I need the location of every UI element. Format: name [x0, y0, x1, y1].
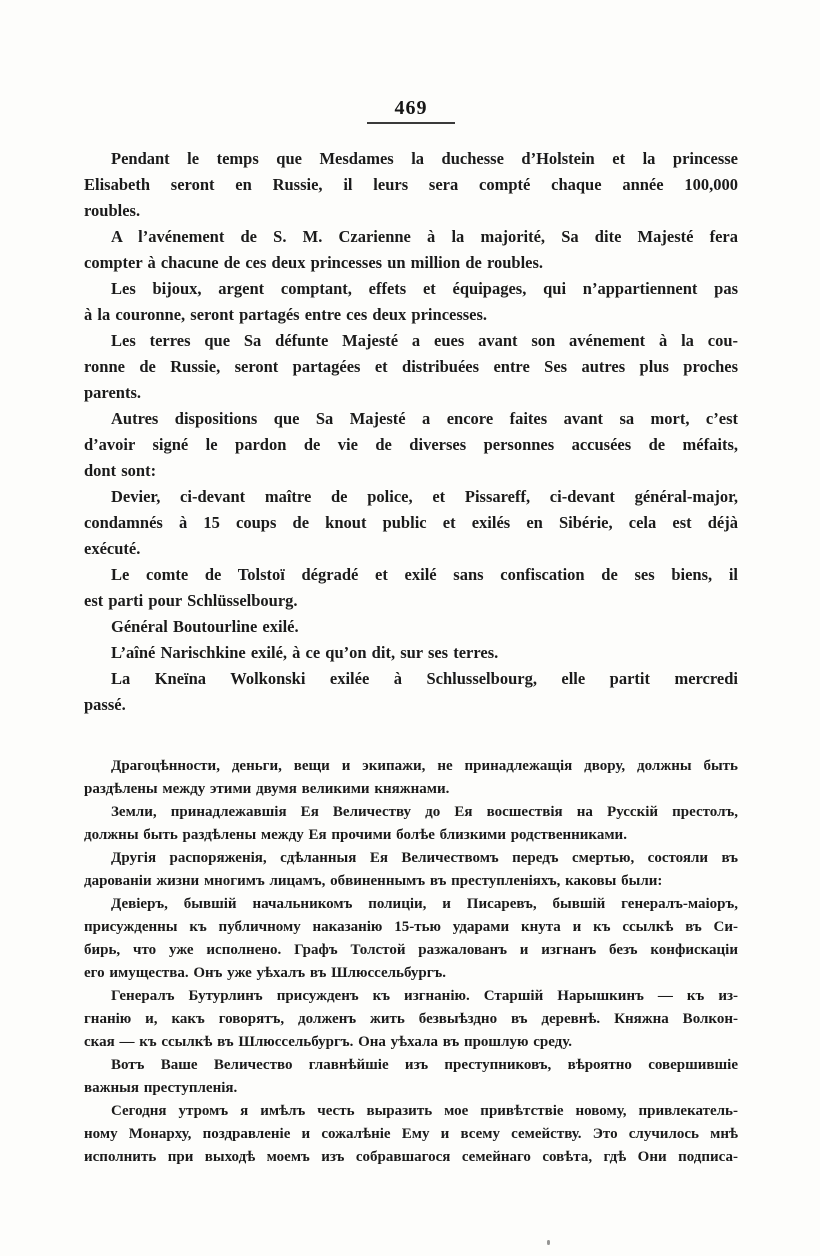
french-text-section — [84, 146, 738, 718]
text-line: присужденны къ публичному наказанію 15-тью ударами кнута и къ ссылкѣ въ Си- — [84, 919, 738, 935]
text-line: La Kneïna Wolkonski exilée à Schlusselbourg, elle partit mercredi — [111, 669, 738, 688]
text-line: est parti pour Schlüsselbourg. — [84, 591, 298, 610]
text-line: Les terres que Sa défunte Majesté a eues avant son avénement à la cou- — [111, 331, 738, 350]
page-number: 469 — [394, 97, 428, 119]
text-line: его имущества. Онъ уже уѣхалъ въ Шлюссельбургъ. — [84, 965, 447, 981]
text-line: exécuté. — [84, 539, 141, 558]
text-line: дарованіи жизни многимъ лицамъ, обвиненнымъ въ преступленіяхъ, каковы были: — [84, 873, 663, 889]
text-line: ronne de Russie, seront partagées et distribuées entre Ses autres plus proches — [84, 357, 738, 376]
text-line: d’avoir signé le pardon de vie de diverses personnes accusées de méfaits, — [84, 435, 738, 454]
text-line: Les bijoux, argent comptant, effets et équipages, qui n’appartiennent pas — [111, 279, 738, 298]
text-line: Général Boutourline exilé. — [111, 617, 299, 636]
text-line: Devier, ci-devant maître de police, et Pissareff, ci-devant général-major, — [111, 487, 738, 506]
text-line: важныя преступленія. — [84, 1080, 238, 1096]
text-line: L’aîné Narischkine exilé, à ce qu’on dit, sur ses terres. — [111, 643, 499, 662]
page-header — [84, 0, 738, 124]
text-line: parents. — [84, 383, 141, 402]
text-line: condamnés à 15 coups de knout public et exilés en Sibérie, cela est déjà — [84, 513, 738, 532]
text-line: à la couronne, seront partagés entre ces deux princesses. — [84, 305, 488, 324]
text-line: Вотъ Ваше Величество главнѣйшіе изъ преступниковъ, вѣроятно совершившіе — [111, 1057, 738, 1073]
text-line: Pendant le temps que Mesdames la duchesse d’Holstein et la princesse — [111, 149, 738, 168]
text-line: Земли, принадлежавшія Ея Величеству до Ея восшествія на Русскій престолъ, — [111, 804, 738, 820]
text-line: Девіеръ, бывшій начальникомъ полиціи, и Писаревъ, бывшій генералъ-маіоръ, — [111, 896, 738, 912]
text-line: ская — къ ссылкѣ въ Шлюссельбургъ. Она уѣхала въ прошлую среду. — [84, 1034, 573, 1050]
text-line: dont sont: — [84, 461, 157, 480]
text-line: A l’avénement de S. M. Czarienne à la majorité, Sa dite Majesté fera — [111, 227, 738, 246]
russian-text-section — [84, 755, 738, 1169]
text-line: Le comte de Tolstoï dégradé et exilé sans confiscation de ses biens, il — [111, 565, 738, 584]
text-block — [84, 0, 738, 1169]
text-line: ному Монарху, поздравленіе и сожалѣніе Ему и всему семейству. Это случилось мнѣ — [84, 1126, 738, 1142]
text-line: passé. — [84, 695, 126, 714]
page-number-rule — [367, 122, 455, 124]
text-line: гнанію и, какъ говорятъ, долженъ жить безвыѣздно въ деревнѣ. Княжна Волкон- — [84, 1011, 738, 1027]
text-line: Другія распоряженія, сдѣланныя Ея Величествомъ передъ смертью, состояли въ — [111, 850, 738, 866]
text-line: исполнить при выходѣ моемъ изъ собравшагося семейнаго совѣта, гдѣ Они подписа- — [84, 1149, 738, 1165]
text-line: Elisabeth seront en Russie, il leurs sera compté chaque année 100,000 — [84, 175, 738, 194]
text-line: должны быть раздѣлены между Ея прочими болѣе близкими родственниками. — [84, 827, 627, 843]
scan-artifact-dot — [547, 1240, 550, 1245]
text-line: Сегодня утромъ я имѣлъ честь выразить мое привѣтствіе новому, привлекатель- — [111, 1103, 738, 1119]
text-line: раздѣлены между этими двумя великими княжнами. — [84, 781, 450, 797]
text-line: бирь, что уже исполнено. Графъ Толстой разжалованъ и изгнанъ безъ конфискаціи — [84, 942, 738, 958]
text-line: roubles. — [84, 201, 141, 220]
text-line: Драгоцѣнности, деньги, вещи и экипажи, не принадлежащія двору, должны быть — [111, 758, 738, 774]
text-line: Autres dispositions que Sa Majesté a encore faites avant sa mort, c’est — [111, 409, 738, 428]
text-line: compter à chacune de ces deux princesses un million de roubles. — [84, 253, 544, 272]
text-line: Генералъ Бутурлинъ присужденъ къ изгнанію. Старшій Нарышкинъ — къ из- — [111, 988, 738, 1004]
